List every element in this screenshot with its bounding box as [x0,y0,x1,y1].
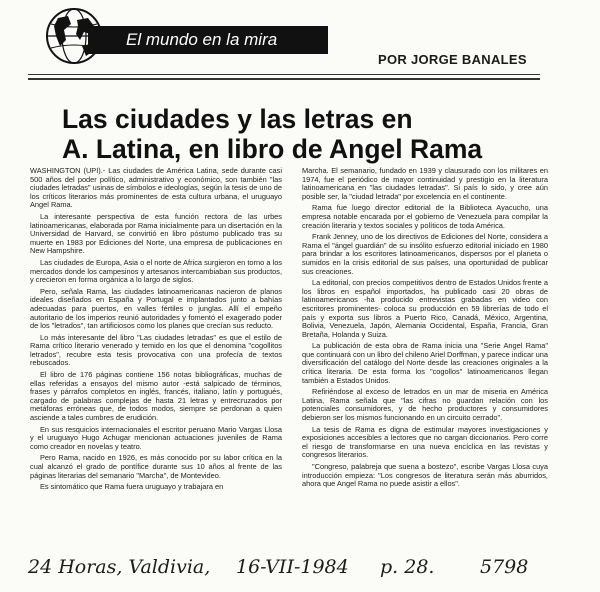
handwritten-reference: 5798 [480,556,529,578]
article-column-right [302,167,548,492]
paragraph: Lo más interesante del libro "Las ciudades letradas" es que el estilo de Rama crítico literario venerado y temido en los que el denomina "cogollitos letrados", recubre esta tesis provocativa con una profecía de textos rebuscados. [30,332,282,368]
paragraph: "Congreso, palabreja que suena a bostezo", escribe Vargas Llosa cuya introducción empieza: "Los congresos de literatura serán más aburridos, ahora que Angel Rama no puede asistir a ellos". [302,462,548,489]
handwritten-page: p. 28. [380,556,435,578]
paragraph: La publicación de esta obra de Rama inicia una "Serie Angel Rama" que continuará con un libro del chileno Ariel Dorffman, y parece indicar una diversificación del catálogo del Norte desde las creaciones originales a la crítica literaria. De esta forma los "cogollos" latinoamericanos llegan también a Estados Unidos. [302,341,548,385]
headline [62,104,522,164]
paragraph: La tesis de Rama es digna de estimular mayores investigaciones y exposiciones accesibles a lectores que no cargan diccionarios. Pero corre el riesgo de transformarse en una nueva encíclica en las revistas y congresos literarios. [302,424,548,460]
divider-rule [28,74,540,75]
paragraph: Pero Rama, nacido en 1926, es más conocido por su labor crítica en la cual alcanzó el grado de pontífice durante sus 10 años al frente de las páginas literarias del semanario "Marcha", de Montevideo. [30,453,282,480]
divider-rule [28,78,540,80]
paragraph: Las ciudades de Europa, Asia o el norte de Africa surgieron en torno a los mercados donde los campesinos y artesanos intercambiaban sus productos, y crecieron en forma orgánica a lo largo de siglos. [30,257,282,285]
paragraph: Frank Jenney, uno de los directivos de Ediciones del Norte, considera a Rama el "ángel guardián" de su insólito esfuerzo editorial iniciado en 1980 para brindar a los escritores latinoamericanos, dispersos por el planeta o sumidos en la crisis editorial de sus países, una oportunidad de publicar sus creaciones. [302,232,548,276]
handwritten-source: 24 Horas, Valdivia, [28,556,211,578]
paragraph: En sus resquicios internacionales el escritor peruano Mario Vargas Llosa y el uruguayo Hugo Achugar mencionan actuaciones juveniles de Rama como creador en novelas y teatro. [30,424,282,451]
paragraph: Pero, señala Rama, las ciudades latinoamericanas nacieron de planos ideales diseñados en España y Portugal e implantados junto a bahías adecuadas para puertos, en valles fértiles o junglas. Allí el empeño autoritario de los imperios reunió autoridades y fomentó el exagerado poder de los "letrados", tan artificiosos como los planes que crecían sus reducto. [30,286,282,331]
paragraph: Marcha. El semanario, fundado en 1939 y clausurado con los militares en 1974, fue el periódico de mayor continuidad y prestigio en la literatura latinoamericana en "las ciudades letradas". Si país lo sido, y cree aún posible ser, la "ciudad letrada" por excelencia en el continente. [302,166,548,201]
paragraph: La interesante perspectiva de esta función rectora de las urbes latinoamericanas, elaborada por Rama inicialmente para un disertación en la Universidad de Harvard, se convirtió en libro póstumo publicado tras su muerte en 1983 por Ediciones del Norte, una empresa de publicaciones en New Hampshire. [30,211,282,256]
handwritten-date: 16-VII-1984 [236,556,349,578]
section-title: El mundo en la mira [88,26,328,54]
headline-line-1: Las ciudades y las letras en [62,104,413,134]
paragraph: Es sintomático que Rama fuera uruguayo y trabajara en [40,482,224,492]
paragraph: Rama fue luego director editorial de la Biblioteca Ayacucho, una empresa notable encarada por el gobierno de Venezuela para compilar la creación literaria y textos sociales y políticos de toda América. [302,203,548,230]
section-masthead [44,6,344,66]
paragraph: Refiriéndose al exceso de letrados en un mar de miseria en América Latina, Rama señala que "las cifras no guardan relación con los potenciales consumidores, y de hecho productores y consumidores debieron ser los mismos funcionando en un circuito cerrado". [302,387,548,423]
headline-line-2: A. Latina, en libro de Angel Rama [62,134,483,164]
handwritten-annotation [28,556,568,586]
paragraph: El libro de 176 páginas contiene 156 notas bibliográficas, muchas de ellas referidas a ensayos del mismo autor -está salpicado de términos, frases y párrafos completos en inglés, francés, italiano, latín y portugués, cargado de palabras complejas de hasta 21 letras y entrecruzados por metáforas erróneas que, de todos modos, siempre se perdonan a quien asciende a tales cumbres de erudición. [30,370,282,423]
paragraph: WASHINGTON (UPI).- Las ciudades de América Latina, sede durante casi 500 años del poder político, administrativo y económico, son también "las ciudades letradas" usinas de símbolos e ideologías, según la tesis de uno de los críticos literarios más prominentes de esta cultura urbana, el uruguayo Angel Rama. [30,166,283,210]
paragraph: La editorial, con precios competitivos dentro de Estados Unidos frente a los libros en español importados, ha publicado casi 20 obras de latinoamericanos -ha producido entrevistas grabadas en video con escritores prominentes- coloca su producción en 59 librerías de todo el país y exporta sus libros a Puerto Rico, Canadá, México, Argentina, Bolivia, Venezuela, Japón, Alemania Occidental, España, Francia, Gran Bretaña, Holanda y Suiza. [302,278,548,339]
article-column-left [30,167,282,495]
byline: POR JORGE BANALES [378,52,527,67]
